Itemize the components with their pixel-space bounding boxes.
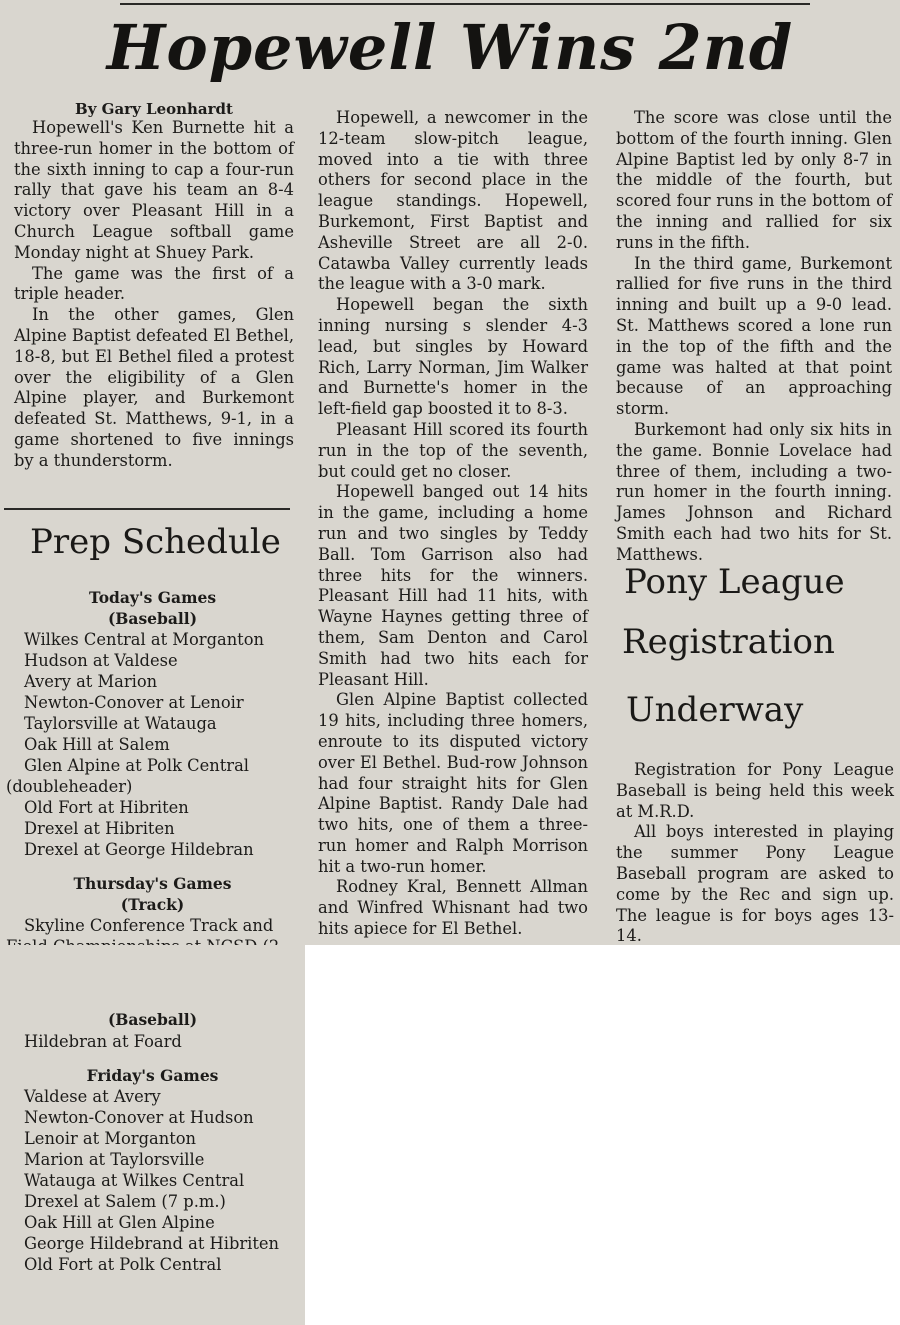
story-paragraph: Burkemont had only six hits in the game. Bonnie Lovelace had three of them, including a two-run homer in the fourth inning. James Johnson and Richard Smith each had two hits for St. Matthews. bbox=[616, 419, 892, 564]
pony-title-line-3: Underway bbox=[626, 690, 804, 730]
schedule-game: Watauga at Wilkes Central bbox=[24, 1171, 245, 1190]
schedule-game: Lenoir at Morganton bbox=[24, 1129, 197, 1148]
story-paragraph: Hopewell, a newcomer in the 12-team slow-pitch league, moved into a tie with three others for second place in the league standings. Hopewell, Burkemont, First Baptist and Asheville Street are all 2-0. Catawba Valley currently leads the league with a 3-0 mark. bbox=[318, 108, 588, 294]
schedule-game: Marion at Taylorsville bbox=[24, 1150, 205, 1169]
story-paragraph: Pleasant Hill scored its fourth run in the top of the seventh, but could get no closer. bbox=[318, 419, 588, 481]
schedule-game-note: (doubleheader) bbox=[6, 777, 133, 796]
schedule-today-heading: Today's Games bbox=[88, 588, 217, 607]
schedule-game: Wilkes Central at Morganton bbox=[24, 630, 265, 649]
section-divider bbox=[4, 508, 290, 510]
pony-paragraph: Registration for Pony League Baseball is being held this week at M.R.D. bbox=[616, 760, 894, 821]
story-column-1 bbox=[14, 100, 294, 472]
schedule-friday-heading: Friday's Games bbox=[86, 1065, 219, 1085]
prep-schedule bbox=[0, 522, 305, 978]
schedule-game: Old Fort at Hibriten bbox=[24, 798, 189, 817]
story-column-2 bbox=[318, 108, 588, 940]
story-paragraph: Hopewell's Ken Burnette hit a three-run homer in the bottom of the sixth inning to cap a four-run rally that gave his team an 8-4 victory over Pleasant Hill in a Church League softball game Monday night at Shuey Park. bbox=[14, 118, 294, 262]
schedule-track-event: Skyline Conference Track and bbox=[24, 916, 274, 935]
schedule-game: Avery at Marion bbox=[24, 672, 158, 691]
prep-schedule-continued bbox=[0, 1010, 305, 1275]
story-paragraph: Glen Alpine Baptist collected 19 hits, including three homers, enroute to its disputed victory over El Bethel. Bud-row Johnson had four straight hits for Glen Alpine Baptist. Randy Dale had two hits, one of them a three-run homer and Ralph Morrison hit a two-run homer. bbox=[318, 690, 588, 876]
story-paragraph: The game was the first of a triple header. bbox=[14, 263, 294, 304]
schedule-game: Newton-Conover at Lenoir bbox=[24, 693, 244, 712]
schedule-game: Hildebran at Foard bbox=[24, 1031, 182, 1051]
story-paragraph: Hopewell banged out 14 hits in the game, including a home run and two singles by Teddy Ball. Tom Garrison also had three hits for the winners. Pleasant Hill had 11 hits, with Wayne Haynes getting three of them, Sam Denton and Carol Smith had two hits each for Pleasant Hill. bbox=[318, 482, 588, 689]
schedule-title: Prep Schedule bbox=[30, 522, 281, 562]
schedule-game: Drexel at Salem (7 p.m.) bbox=[24, 1192, 226, 1211]
pony-title-line-1: Pony League bbox=[624, 562, 845, 602]
story-column-3 bbox=[616, 108, 892, 566]
schedule-thursday-sport: (Track) bbox=[120, 894, 185, 914]
story-paragraph: Hopewell began the sixth inning nursing s slender 4-3 lead, but singles by Howard Rich, Larry Norman, Jim Walker and Burnette's homer in the left-field gap boosted it to 8-3. bbox=[318, 295, 588, 419]
schedule-game: Old Fort at Polk Central bbox=[24, 1255, 222, 1274]
story-paragraph: The score was close until the bottom of the fourth inning. Glen Alpine Baptist led by only 8-7 in the middle of the fourth, but scored four runs in the bottom of the inning and rallied for six runs in the fifth. bbox=[616, 108, 892, 252]
schedule-thursday-sport: (Baseball) bbox=[107, 1010, 198, 1029]
story-paragraph: In the third game, Burkemont rallied for five runs in the third inning and built up a 9-0 lead. St. Matthews scored a lone run in the top of the fifth and the game was halted at that point because of an approaching storm. bbox=[616, 253, 892, 419]
schedule-game: Glen Alpine at Polk Central bbox=[24, 756, 249, 775]
story-paragraph: Rodney Kral, Bennett Allman and Winfred Whisnant had two hits apiece for El Bethel. bbox=[318, 877, 588, 939]
pony-title-line-2: Registration bbox=[622, 622, 835, 662]
schedule-game: Hudson at Valdese bbox=[24, 651, 178, 670]
schedule-game: Valdese at Avery bbox=[24, 1087, 161, 1106]
schedule-game: Drexel at George Hildebran bbox=[24, 840, 254, 859]
schedule-game: Newton-Conover at Hudson bbox=[24, 1108, 254, 1127]
schedule-thursday-heading: Thursday's Games bbox=[73, 874, 232, 893]
newspaper-clipping-continued bbox=[0, 945, 305, 1325]
schedule-game: Oak Hill at Glen Alpine bbox=[24, 1213, 215, 1232]
pony-body bbox=[616, 760, 894, 947]
story-paragraph: In the other games, Glen Alpine Baptist defeated El Bethel, 18-8, but El Bethel filed a protest over the eligibility of a Glen Alpine player, and Burkemont defeated St. Matthews, 9-1, in a game shortened to five innings by a thunderstorm. bbox=[14, 305, 294, 470]
pony-paragraph: All boys interested in playing the summer Pony League Baseball program are asked to come by the Rec and sign up. The league is for boys ages 13-14. bbox=[616, 822, 894, 946]
byline: By Gary Leonhardt bbox=[75, 100, 233, 118]
schedule-today-sport: (Baseball) bbox=[107, 608, 198, 628]
top-rule bbox=[120, 3, 810, 5]
schedule-game: Oak Hill at Salem bbox=[24, 735, 170, 754]
schedule-game: George Hildebrand at Hibriten bbox=[24, 1234, 280, 1253]
schedule-game: Taylorsville at Watauga bbox=[24, 714, 217, 733]
schedule-game: Drexel at Hibriten bbox=[24, 819, 175, 838]
headline: Hopewell Wins 2nd bbox=[106, 11, 794, 84]
